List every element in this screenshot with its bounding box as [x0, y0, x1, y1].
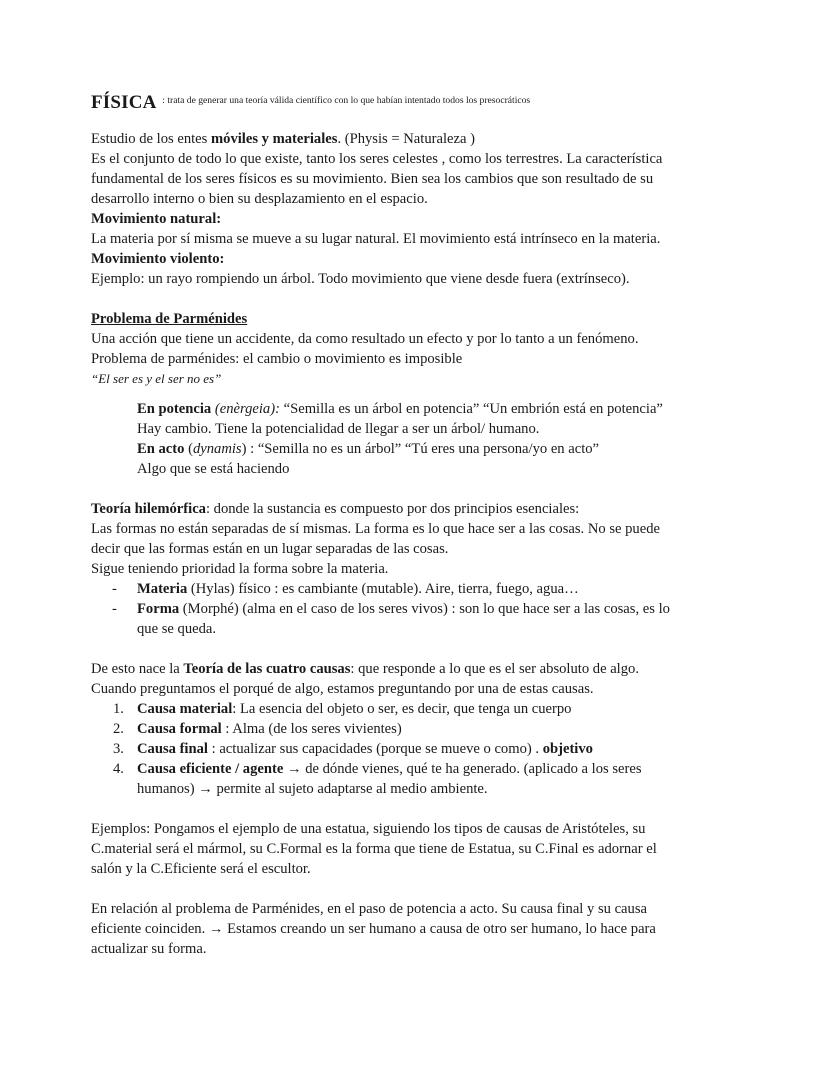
- list-item-bold: Causa material: [137, 701, 233, 717]
- intro-line: [91, 129, 681, 149]
- list-item-text: : La esencia del objeto o ser, es decir, que tenga un cuerpo: [232, 701, 572, 717]
- page-title: FÍSICA: [91, 92, 157, 113]
- acto-term: dynamis: [192, 441, 242, 457]
- title-line: [91, 88, 681, 117]
- intro-paragraph: Es el conjunto de todo lo que existe, tanto los seres celestes , como los terrestres. La característica fundamental de los seres físicos es su movimiento. Bien sea los cambios que son resultado de su desarrollo interno o bien su desplazamiento en el espacio.: [91, 151, 663, 207]
- list-item-text: (Morphé) (alma en el caso de los seres vivos) : son lo que hace ser a las cosas, es lo que se queda.: [137, 601, 670, 637]
- causes-list: [91, 699, 681, 799]
- list-item-bold: Causa formal: [137, 721, 222, 737]
- hilemorfica-heading-rest: : donde la sustancia es compuesto por dos principios esenciales:: [205, 501, 580, 517]
- list-item-bold: Causa eficiente / agente: [137, 761, 284, 777]
- violent-text: Ejemplo: un rayo rompiendo un árbol. Todo movimiento que viene desde fuera (extrínseco).: [91, 271, 630, 287]
- spacer: [91, 799, 681, 819]
- list-item-bold-end: objetivo: [542, 741, 593, 757]
- list-item: [91, 739, 681, 759]
- hilemorfica-heading-line: [91, 499, 681, 519]
- acto-label: En acto: [137, 441, 185, 457]
- potencia-acto-block: [137, 399, 681, 479]
- parmenides-heading: Problema de Parménides: [91, 311, 248, 327]
- list-item: [91, 699, 681, 719]
- list-item: [91, 579, 681, 599]
- hilemorfica-heading: Teoría hilemórfica: [91, 501, 206, 517]
- parmenides-quote: “El ser es y el ser no es”: [91, 371, 222, 386]
- list-item: [91, 759, 681, 799]
- list-number: 4.: [113, 761, 124, 777]
- acto-text: ) : “Semilla no es un árbol” “Tú eres una persona/yo en acto”: [241, 441, 600, 457]
- list-item-bold: Materia: [137, 581, 188, 597]
- parmenides-line2: Problema de parménides: el cambio o movimiento es imposible: [91, 351, 463, 367]
- dash-marker: -: [112, 601, 117, 617]
- spacer: [91, 879, 681, 899]
- causes-intro-bold: Teoría de las cuatro causas: [183, 661, 351, 677]
- potencia-text: “Semilla es un árbol en potencia” “Un embrión está en potencia” Hay cambio. Tiene la potencialidad de llegar a ser un árbol/ humano.: [137, 401, 663, 437]
- potencia-term: (enèrgeia):: [214, 401, 280, 417]
- parmenides-line1: Una acción que tiene un accidente, da como resultado un efecto y por lo tanto a un fenómeno.: [91, 331, 639, 347]
- acto-open: (: [184, 441, 193, 457]
- list-number: 3.: [113, 741, 124, 757]
- hilemorfica-line3: Sigue teniendo prioridad la forma sobre la materia.: [91, 561, 389, 577]
- list-number: 1.: [113, 701, 124, 717]
- list-item-text: : actualizar sus capacidades (porque se mueve o como) .: [207, 741, 543, 757]
- conclusion-paragraph: En relación al problema de Parménides, en el paso de potencia a acto. Su causa final y su causa eficiente coinciden. → Estamos creando un ser humano a causa de otro ser humano, lo hace para actualizar su forma.: [91, 901, 656, 957]
- potencia-label: En potencia: [137, 401, 212, 417]
- document-body: [91, 88, 681, 959]
- title-note: : trata de generar una teoría válida científico con lo que habían intentado todos los presocráticos: [162, 95, 531, 106]
- list-item: [91, 719, 681, 739]
- spacer: [91, 289, 681, 309]
- intro-text-end: . (Physis = Naturaleza ): [337, 131, 475, 147]
- list-item-text: → de dónde vienes, qué te ha generado. (aplicado a los seres humanos) → permite al sujeto adaptarse al medio ambiente.: [137, 761, 642, 797]
- causes-intro-rest: : que responde a lo que es el ser absoluto de algo. Cuando preguntamos el porqué de algo, estamos preguntando por una de estas causas.: [91, 661, 639, 697]
- natural-heading: Movimiento natural:: [91, 211, 222, 227]
- spacer: [91, 389, 681, 399]
- acto-paragraph: [137, 439, 681, 459]
- list-item-bold: Causa final: [137, 741, 208, 757]
- examples-paragraph: Ejemplos: Pongamos el ejemplo de una estatua, siguiendo los tipos de causas de Aristóteles, su C.material será el mármol, su C.Formal es la forma que tiene de Estatua, su C.Final es adornar el salón y la C.Eficiente será el escultor.: [91, 821, 657, 877]
- violent-heading: Movimiento violento:: [91, 251, 225, 267]
- spacer: [91, 479, 681, 499]
- causes-intro-text: De esto nace la: [91, 661, 184, 677]
- hilemorfica-list: [91, 579, 681, 639]
- list-item: [91, 599, 681, 639]
- causes-intro: [91, 659, 681, 699]
- dash-marker: -: [112, 581, 117, 597]
- hilemorfica-paragraph: Las formas no están separadas de sí mismas. La forma es lo que hace ser a las cosas. No se puede decir que las formas están en un lugar separadas de las cosas.: [91, 521, 660, 557]
- list-item-text: (Hylas) físico : es cambiante (mutable). Aire, tierra, fuego, agua…: [187, 581, 579, 597]
- intro-bold: móviles y materiales: [210, 131, 338, 147]
- acto-line2: Algo que se está haciendo: [137, 461, 290, 477]
- list-number: 2.: [113, 721, 124, 737]
- potencia-paragraph: [137, 399, 681, 439]
- intro-text: Estudio de los entes: [91, 131, 211, 147]
- natural-text: La materia por sí misma se mueve a su lugar natural. El movimiento está intrínseco en la materia.: [91, 231, 661, 247]
- list-item-text: : Alma (de los seres vivientes): [221, 721, 402, 737]
- spacer: [91, 639, 681, 659]
- list-item-bold: Forma: [137, 601, 180, 617]
